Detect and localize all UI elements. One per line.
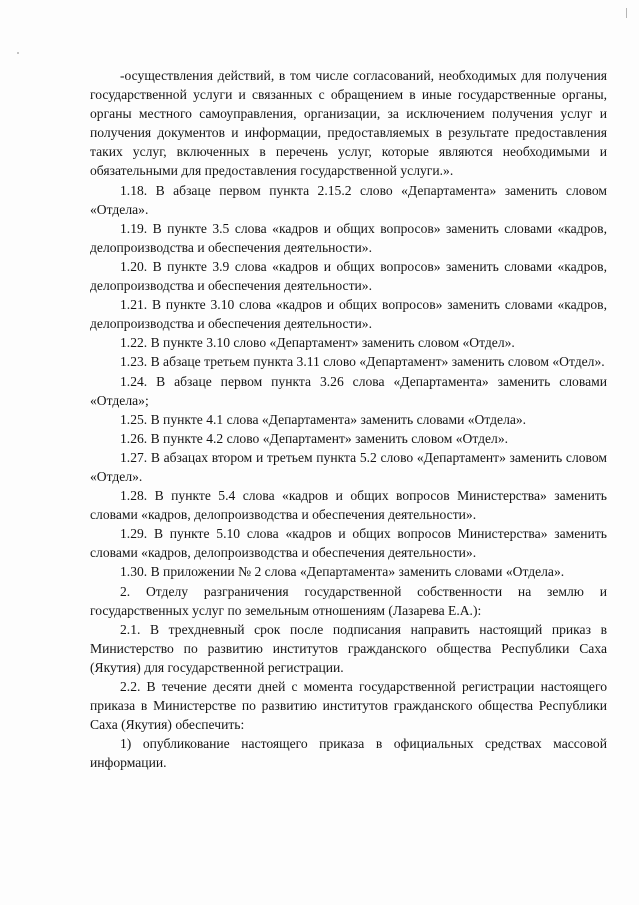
paragraph-1-26: 1.26. В пункте 4.2 слово «Департамент» заменить словом «Отдел».: [120, 430, 509, 446]
paragraph-2: 2. Отделу разграничения государственной собственности на землю и государственных услуг по земельным отношениям (Лазарева Е.А.):: [90, 583, 607, 618]
paragraph-1-28: 1.28. В пункте 5.4 слова «кадров и общих вопросов Министерства» заменить словами «кадров, делопроизводства и обеспечения деятельности».: [90, 488, 607, 523]
paragraph-1-21: 1.21. В пункте 3.10 слова «кадров и общих вопросов» заменить словами «кадров, делопроизводства и обеспечения деятельности».: [90, 297, 607, 332]
paragraph-1-29: 1.29. В пункте 5.10 слова «кадров и общих вопросов Министерства» заменить словами «кадров, делопроизводства и обеспечения деятельности».: [90, 526, 607, 561]
paragraph-2-2: 2.2. В течение десяти дней с момента государственной регистрации настоящего приказа в Министерстве по развитию институтов гражданского общества Республики Саха (Якутия) обеспечить:: [90, 679, 607, 733]
paragraph-2-1: 2.1. В трехдневный срок после подписания направить настоящий приказ в Министерство по развитию институтов гражданского общества Республики Саха (Якутия) для государственной регистрации.: [90, 621, 607, 675]
scan-dot: [17, 52, 19, 54]
scan-mark: [626, 8, 627, 18]
paragraph-1-24: 1.24. В абзаце первом пункта 3.26 слова «Департамента» заменить словами «Отдела»;: [90, 373, 607, 408]
paragraph-2-2-item-1: 1) опубликование настоящего приказа в официальных средствах массовой информации.: [90, 736, 607, 771]
paragraph-1-30: 1.30. В приложении № 2 слова «Департамента» заменить словами «Отдела».: [120, 564, 565, 580]
paragraph-1-27: 1.27. В абзацах втором и третьем пункта 5.2 слово «Департамент» заменить словом «Отдел».: [90, 449, 607, 484]
paragraph-1-19: 1.19. В пункте 3.5 слова «кадров и общих вопросов» заменить словами «кадров, делопроизводства и обеспечения деятельности».: [90, 220, 607, 255]
paragraph-1-23: 1.23. В абзаце третьем пункта 3.11 слово «Департамент» заменить словом «Отдел».: [120, 354, 605, 370]
paragraph-1-18: 1.18. В абзаце первом пункта 2.15.2 слово «Департамента» заменить словом «Отдела».: [90, 182, 607, 217]
paragraph-1-25: 1.25. В пункте 4.1 слова «Департамента» заменить словами «Отдела».: [120, 411, 527, 427]
paragraph-1-20: 1.20. В пункте 3.9 слова «кадров и общих вопросов» заменить словами «кадров, делопроизводства и обеспечения деятельности».: [90, 258, 607, 294]
document-body: [90, 66, 607, 772]
paragraph-continuation: -осуществления действий, в том числе согласований, необходимых для получения государственной услуги и связанных с обращением в иные государственные органы, органы местного самоуправления, организации, за исключением получения услуг и получения документов и информации, предоставляемых в результате предоставления таких услуг, включенных в перечень услуг, которые являются необходимыми и обязательными для предоставления государственной услуги.».: [90, 68, 607, 179]
paragraph-1-22: 1.22. В пункте 3.10 слово «Департамент» заменить словом «Отдел».: [120, 335, 515, 351]
